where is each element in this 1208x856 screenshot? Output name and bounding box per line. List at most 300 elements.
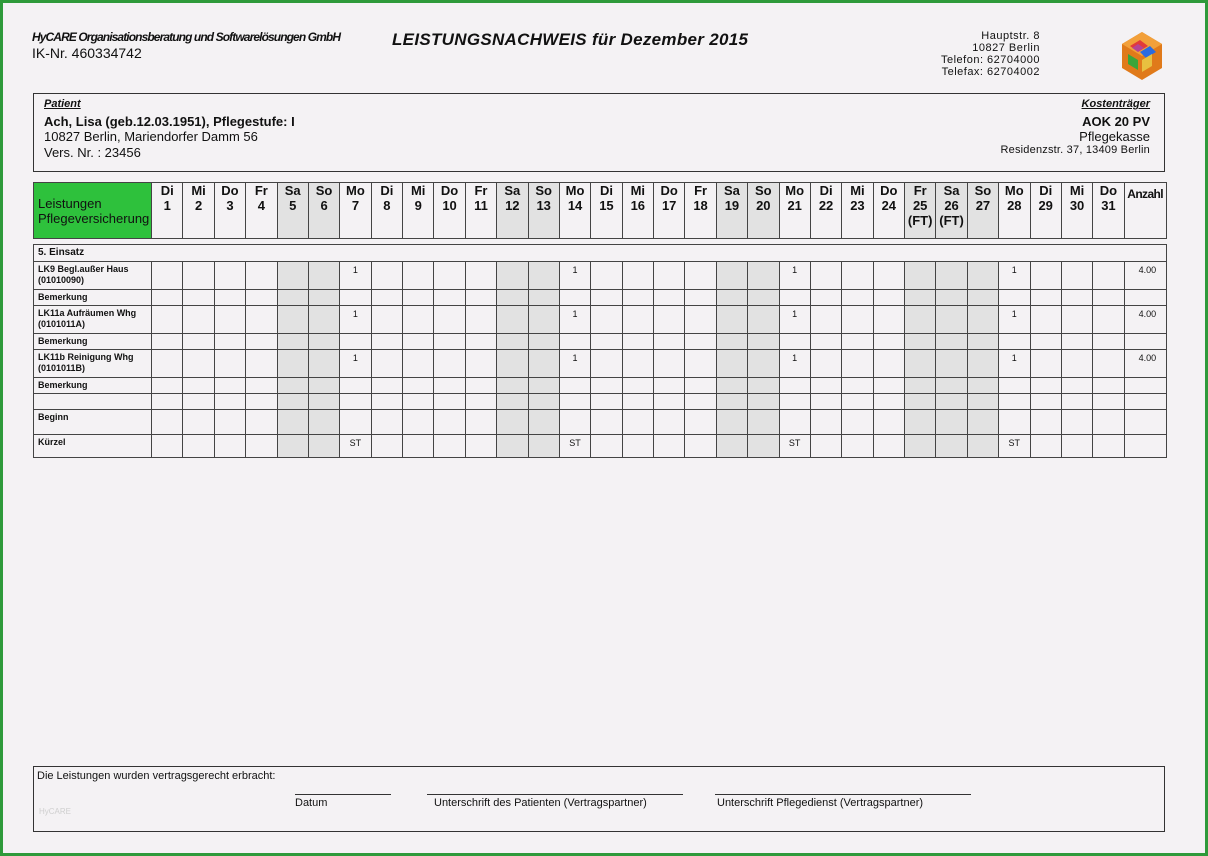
day-cell-29 [1030,306,1061,334]
day-number: 15 [599,198,614,213]
day-cell-22 [810,410,841,435]
day-cell-19 [716,290,747,306]
day-cell-22 [810,290,841,306]
day-cell-4 [246,290,277,306]
day-cell-3 [214,350,245,378]
table-row [34,394,1167,410]
day-cell-8 [371,350,402,378]
day-cell-2 [183,378,214,394]
day-cell-28 [999,394,1030,410]
day-cell-14 [559,290,590,306]
day-cell-4 [246,334,277,350]
day-cell-19 [716,334,747,350]
day-cell-13 [528,262,559,290]
day-cell-12 [497,435,528,458]
weekday-label: Fr [254,183,268,198]
address-city: 10827 Berlin [972,42,1040,54]
day-cell-30 [1061,290,1092,306]
day-cell-30 [1061,350,1092,378]
day-cell-10 [434,410,465,435]
day-cell-23 [842,394,873,410]
day-cell-14: 1 [559,262,590,290]
day-number: 16 [630,198,646,213]
day-cell-25 [905,290,936,306]
day-cell-7 [340,410,371,435]
day-header-7 [340,183,371,239]
day-number: 26 [944,198,959,213]
day-cell-3 [214,290,245,306]
day-cell-4 [246,410,277,435]
day-cell-24 [873,410,904,435]
day-header-1 [152,183,183,239]
weekday-label: Do [880,183,898,198]
day-cell-20 [748,394,779,410]
day-cell-3 [214,378,245,394]
day-cell-11 [465,378,496,394]
section-row [34,245,1167,262]
day-cell-9 [403,306,434,334]
day-header-18 [685,183,716,239]
day-number: 9 [414,198,422,213]
day-cell-29 [1030,350,1061,378]
day-cell-1 [152,290,183,306]
day-cell-15 [591,350,622,378]
day-cell-27 [967,262,998,290]
day-cell-20 [748,378,779,394]
day-cell-26 [936,378,967,394]
count-header: Anzahl [1124,183,1166,239]
day-header-17 [654,183,685,239]
day-cell-15 [591,410,622,435]
day-cell-18 [685,334,716,350]
day-cell-20 [748,334,779,350]
day-cell-5 [277,290,308,306]
count-cell: 4.00 [1124,350,1166,378]
weekday-label: Mi [1069,183,1085,198]
day-cell-20 [748,290,779,306]
holiday-marker: (FT) [907,213,933,228]
table-row [34,350,1167,378]
day-cell-12 [497,262,528,290]
day-cell-1 [152,334,183,350]
date-label: Datum [295,797,328,809]
day-header-26 [936,183,967,239]
day-cell-18 [685,350,716,378]
day-cell-13 [528,306,559,334]
day-cell-2 [183,262,214,290]
day-cell-22 [810,350,841,378]
row-label: Beginn [34,410,152,435]
day-cell-31 [1093,306,1124,334]
patient-box [33,93,1165,172]
day-number: 23 [850,198,865,213]
day-number: 31 [1101,198,1116,213]
patient-label: Patient [44,98,81,110]
day-cell-13 [528,435,559,458]
day-number: 27 [975,198,991,213]
day-header-4 [246,183,277,239]
day-cell-12 [497,378,528,394]
day-cell-22 [810,394,841,410]
row-label: Kürzel [34,435,152,458]
day-cell-17 [654,394,685,410]
day-header-24 [873,183,904,239]
day-cell-12 [497,350,528,378]
day-cell-13 [528,394,559,410]
day-number: 13 [536,198,551,213]
day-cell-17 [654,410,685,435]
day-cell-7 [340,394,371,410]
day-cell-12 [497,306,528,334]
day-cell-15 [591,334,622,350]
day-cell-2 [183,410,214,435]
day-header-12 [497,183,528,239]
day-cell-5 [277,378,308,394]
day-cell-27 [967,306,998,334]
day-number: 8 [383,198,391,213]
day-header-14 [559,183,590,239]
count-cell [1124,435,1166,458]
day-cell-11 [465,435,496,458]
day-number: 21 [787,198,802,213]
day-cell-9 [403,334,434,350]
day-cell-22 [810,378,841,394]
day-cell-29 [1030,378,1061,394]
day-cell-4 [246,394,277,410]
day-cell-22 [810,435,841,458]
day-cell-11 [465,306,496,334]
day-cell-26 [936,435,967,458]
day-header-11 [465,183,496,239]
day-cell-18 [685,378,716,394]
day-cell-21: ST [779,435,810,458]
weekday-label: Di [380,183,394,198]
section-label: 5. Einsatz [34,245,1167,262]
day-cell-25 [905,435,936,458]
day-cell-9 [403,435,434,458]
day-cell-30 [1061,378,1092,394]
day-cell-26 [936,262,967,290]
day-cell-6 [308,350,339,378]
day-cell-17 [654,378,685,394]
day-cell-5 [277,394,308,410]
day-cell-13 [528,290,559,306]
day-cell-23 [842,306,873,334]
day-cell-11 [465,290,496,306]
day-header-25 [905,183,936,239]
day-number: 1 [163,198,171,213]
day-cell-3 [214,306,245,334]
day-cell-9 [403,350,434,378]
day-number: 3 [226,198,234,213]
day-cell-4 [246,262,277,290]
day-cell-17 [654,290,685,306]
day-header-19 [716,183,747,239]
day-cell-21 [779,334,810,350]
day-cell-17 [654,334,685,350]
weekday-label: Mo [1004,183,1024,198]
day-header-9 [403,183,434,239]
day-cell-26 [936,350,967,378]
day-cell-11 [465,334,496,350]
day-cell-11 [465,350,496,378]
day-cell-23 [842,334,873,350]
weekday-label: Do [440,183,459,198]
day-number: 11 [474,198,488,213]
day-header-30 [1061,183,1092,239]
day-cell-26 [936,290,967,306]
day-cell-1 [152,435,183,458]
day-cell-26 [936,334,967,350]
count-cell: 4.00 [1124,306,1166,334]
day-cell-19 [716,435,747,458]
day-header-13 [528,183,559,239]
patient-name: Ach, Lisa (geb.12.03.1951), Pflegestufe: I [44,114,295,129]
day-cell-24 [873,306,904,334]
weekday-label: Do [1099,183,1118,198]
day-number: 10 [442,198,457,213]
day-cell-28: ST [999,435,1030,458]
day-number: 6 [320,198,328,213]
day-cell-16 [622,394,653,410]
day-cell-30 [1061,435,1092,458]
day-number: 20 [756,198,771,213]
patient-address: 10827 Berlin, Mariendorfer Damm 56 [44,129,258,144]
day-cell-19 [716,350,747,378]
day-number: 22 [818,198,834,213]
weekday-label: Mo [565,183,585,198]
weekday-label: Di [160,183,174,198]
day-cell-13 [528,350,559,378]
day-cell-31 [1093,334,1124,350]
day-cell-23 [842,350,873,378]
services-header: Leistungen Pflegeversicherung [34,183,152,239]
day-number: 17 [661,198,677,213]
day-cell-10 [434,435,465,458]
day-cell-14 [559,410,590,435]
day-cell-15 [591,435,622,458]
day-cell-21 [779,378,810,394]
day-cell-1 [152,410,183,435]
weekday-label: Sa [284,183,301,198]
day-cell-6 [308,394,339,410]
day-cell-28 [999,334,1030,350]
day-cell-18 [685,306,716,334]
row-label: LK11b Reinigung Whg (0101011B) [34,350,152,378]
row-label: Bemerkung [34,290,152,306]
day-cell-6 [308,262,339,290]
day-header-28 [999,183,1030,239]
day-header-20 [748,183,779,239]
count-cell [1124,410,1166,435]
weekday-label: Sa [943,183,960,198]
day-cell-25 [905,394,936,410]
count-cell [1124,378,1166,394]
weekday-label: So [974,183,992,198]
patient-signature-label: Unterschrift des Patienten (Vertragspartner) [434,797,647,809]
day-cell-6 [308,290,339,306]
day-cell-13 [528,410,559,435]
day-cell-26 [936,394,967,410]
day-cell-27 [967,378,998,394]
table-row [34,435,1167,458]
day-number: 28 [1007,198,1022,213]
day-number: 5 [289,198,297,213]
day-cell-25 [905,350,936,378]
day-cell-11 [465,394,496,410]
day-cell-23 [842,290,873,306]
document-title: LEISTUNGSNACHWEIS für Dezember 2015 [392,30,749,49]
day-cell-27 [967,410,998,435]
day-cell-2 [183,350,214,378]
day-cell-8 [371,334,402,350]
day-cell-6 [308,410,339,435]
day-cell-5 [277,262,308,290]
kostentraeger-type: Pflegekasse [1079,129,1150,144]
day-cell-6 [308,306,339,334]
day-cell-6 [308,378,339,394]
day-cell-29 [1030,435,1061,458]
day-cell-21: 1 [779,350,810,378]
weekday-label: Fr [913,183,927,198]
day-cell-31 [1093,394,1124,410]
day-cell-20 [748,306,779,334]
weekday-label: Di [1039,183,1053,198]
row-label: Bemerkung [34,378,152,394]
day-cell-22 [810,306,841,334]
day-cell-2 [183,435,214,458]
day-cell-21 [779,394,810,410]
day-cell-18 [685,290,716,306]
day-cell-20 [748,350,779,378]
day-cell-9 [403,394,434,410]
day-cell-23 [842,435,873,458]
company-name: HyCARE Organisationsberatung und Softwarelösungen GmbH [32,30,341,44]
day-cell-15 [591,262,622,290]
day-cell-25 [905,262,936,290]
day-cell-20 [748,262,779,290]
day-cell-19 [716,378,747,394]
logo-cube-icon [1118,30,1166,82]
day-cell-3 [214,394,245,410]
weekday-label: So [755,183,772,198]
day-cell-5 [277,350,308,378]
day-cell-16 [622,435,653,458]
day-cell-24 [873,334,904,350]
day-cell-29 [1030,290,1061,306]
day-cell-28 [999,290,1030,306]
day-cell-15 [591,394,622,410]
day-cell-28: 1 [999,262,1030,290]
day-cell-8 [371,378,402,394]
day-cell-21 [779,410,810,435]
service-signature-label: Unterschrift Pflegedienst (Vertragspartner) [717,797,924,809]
day-header-21 [779,183,810,239]
day-cell-6 [308,334,339,350]
day-cell-14: 1 [559,306,590,334]
day-cell-3 [214,262,245,290]
day-cell-10 [434,290,465,306]
day-cell-10 [434,350,465,378]
day-header-15 [591,183,622,239]
day-cell-29 [1030,394,1061,410]
day-cell-29 [1030,410,1061,435]
day-number: 2 [194,198,203,213]
day-cell-14 [559,378,590,394]
row-label: LK11a Aufräumen Whg (0101011A) [34,306,152,334]
day-cell-25 [905,334,936,350]
day-cell-27 [967,435,998,458]
day-cell-5 [277,306,308,334]
table-row [34,306,1167,334]
day-cell-20 [748,410,779,435]
day-cell-3 [214,410,245,435]
day-header-2 [183,183,214,239]
weekday-label: Mi [191,183,206,198]
day-cell-8 [371,262,402,290]
day-cell-8 [371,410,402,435]
weekday-label: Mi [630,183,646,198]
day-cell-9 [403,410,434,435]
day-cell-9 [403,262,434,290]
day-cell-28 [999,378,1030,394]
day-cell-16 [622,378,653,394]
day-header-3 [214,183,245,239]
day-header-29 [1030,183,1061,239]
day-cell-5 [277,410,308,435]
weekday-label: Do [660,183,678,198]
day-cell-1 [152,306,183,334]
day-cell-14: ST [559,435,590,458]
day-cell-28: 1 [999,350,1030,378]
day-cell-12 [497,410,528,435]
day-cell-25 [905,306,936,334]
ik-number: IK-Nr. 460334742 [32,45,142,61]
day-cell-5 [277,435,308,458]
weekday-label: So [535,183,552,198]
day-header-27 [967,183,998,239]
weekday-label: Do [221,183,239,198]
day-cell-20 [748,435,779,458]
day-cell-28 [999,410,1030,435]
day-number: 18 [693,198,708,213]
faint-watermark-text: HyCARE [39,807,72,816]
table-row [34,378,1167,394]
day-cell-31 [1093,262,1124,290]
day-cell-26 [936,306,967,334]
day-cell-24 [873,290,904,306]
count-cell [1124,290,1166,306]
day-cell-31 [1093,410,1124,435]
day-cell-23 [842,378,873,394]
kostentraeger-name: AOK 20 PV [1082,114,1150,129]
day-cell-19 [716,410,747,435]
day-number: 30 [1069,198,1085,213]
address-fax: Telefax: 62704002 [941,66,1040,78]
table-row [34,262,1167,290]
day-cell-22 [810,262,841,290]
day-cell-7 [340,334,371,350]
day-cell-10 [434,334,465,350]
day-cell-24 [873,262,904,290]
count-cell [1124,394,1166,410]
day-cell-30 [1061,262,1092,290]
day-cell-26 [936,410,967,435]
weekday-label: Di [819,183,833,198]
day-cell-12 [497,394,528,410]
signature-box [33,766,1165,832]
day-cell-5 [277,334,308,350]
